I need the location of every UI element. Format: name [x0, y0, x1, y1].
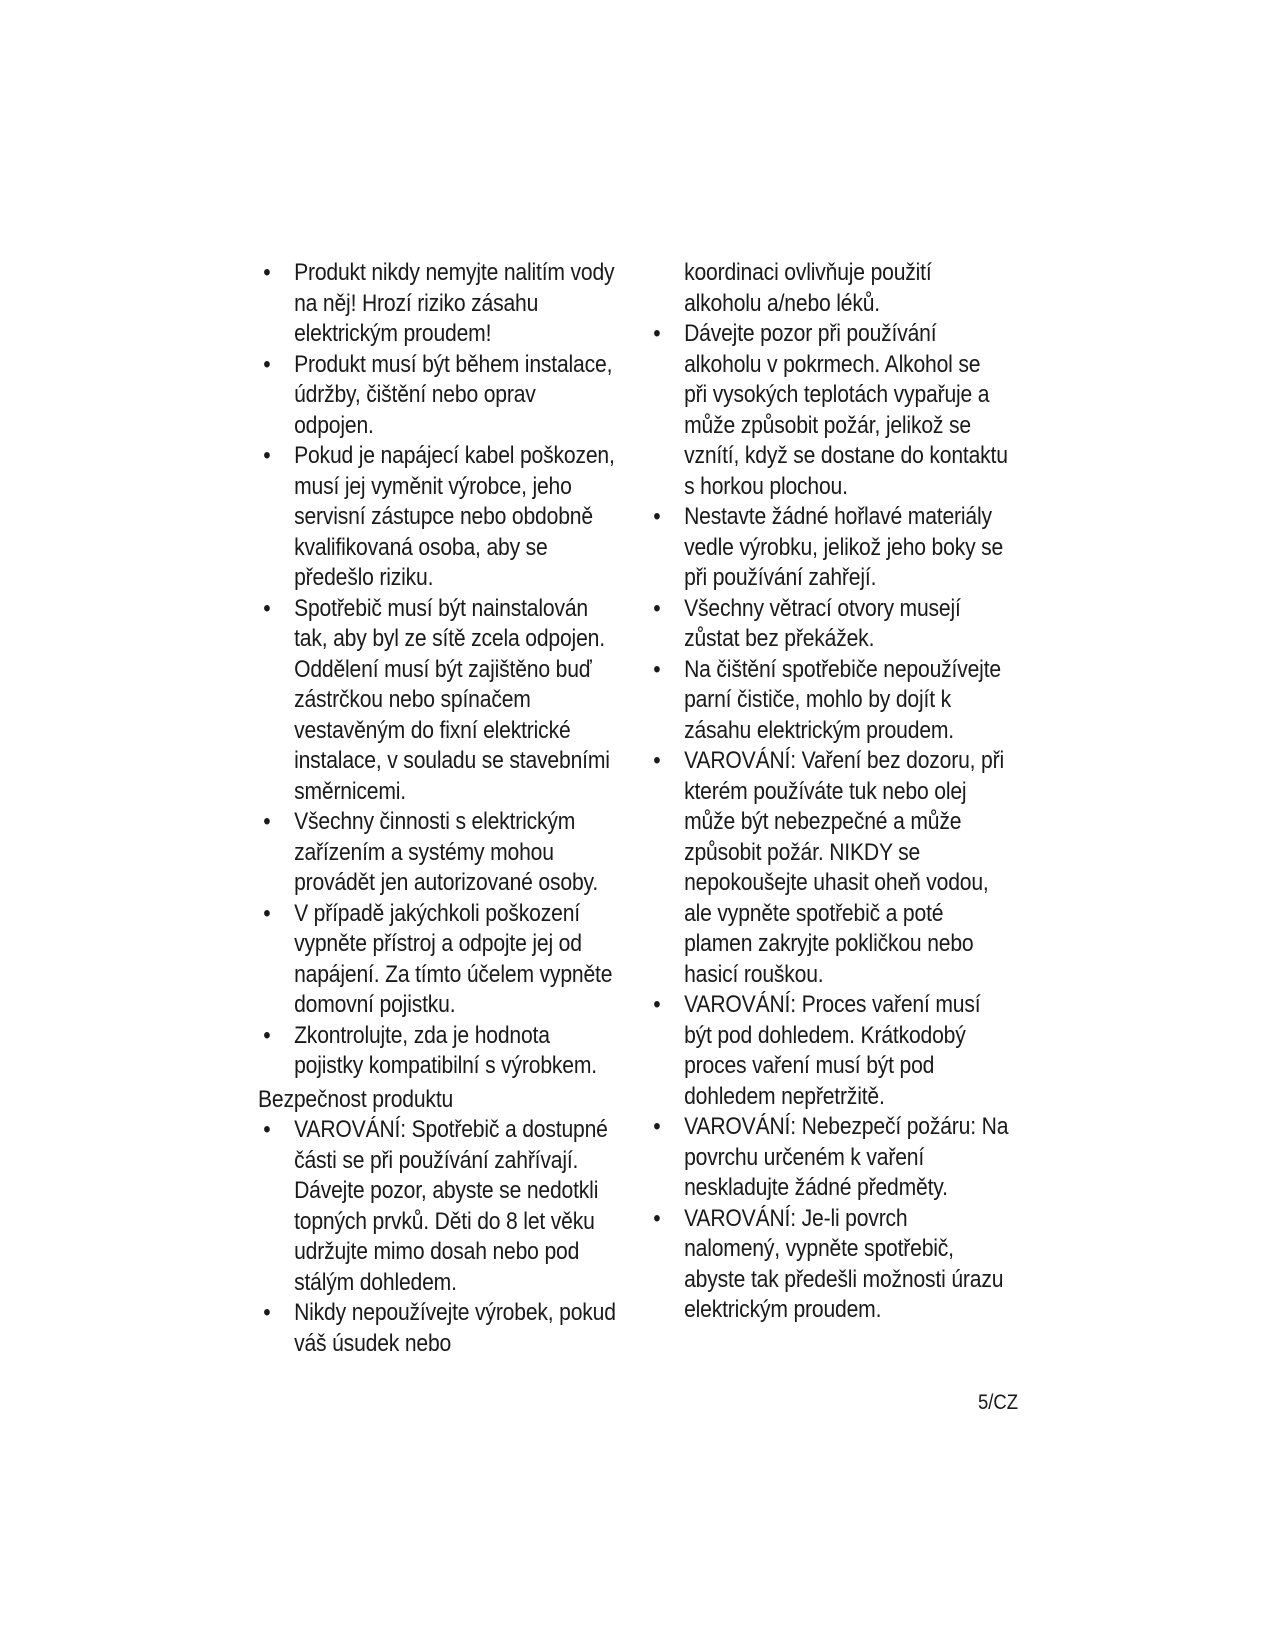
safety-list-continued [648, 319, 1009, 1326]
list-item-text: V případě jakýchkoli poškození vypněte přístroj a odpojte jej od napájení. Za tímto účelem vypněte domovní pojistku. [294, 899, 613, 1018]
list-item [258, 350, 619, 442]
list-item [258, 1298, 619, 1359]
list-item [258, 807, 619, 899]
bullet-icon: • [263, 899, 271, 927]
list-item [648, 319, 1009, 502]
list-item-text: Pokud je napájecí kabel poškozen, musí jej vyměnit výrobce, jeho servisní zástupce nebo obdobně kvalifikovaná osoba, aby se předešlo riziku. [294, 442, 615, 591]
list-item-text: Všechny činnosti s elektrickým zařízením a systémy mohou provádět jen autorizované osoby. [294, 808, 599, 896]
list-item [648, 502, 1009, 594]
right-column [648, 258, 1009, 1326]
bullet-icon: • [263, 259, 271, 286]
bullet-icon: • [653, 991, 661, 1018]
list-item [648, 655, 1009, 747]
list-item [258, 594, 619, 808]
bullet-icon: • [653, 320, 661, 347]
list-item-text: VAROVÁNÍ: Proces vaření musí být pod dohledem. Krátkodobý proces vaření musí být pod dohledem nepřetržitě. [684, 991, 981, 1110]
list-item-text: Na čištění spotřebiče nepoužívejte parní čističe, mohlo by dojít k zásahu elektrickým proudem. [684, 655, 1001, 744]
list-item-text: VAROVÁNÍ: Spotřebič a dostupné části se při používání zahřívají. Dávejte pozor, abyste se nedotkli topných prvků. Děti do 8 let věku udržujte mimo dosah nebo pod stálým dohledem. [294, 1116, 608, 1296]
bullet-icon: • [653, 1204, 661, 1232]
safety-list-electrical [258, 258, 619, 1082]
bullet-icon: • [263, 1021, 271, 1049]
safety-list-product [258, 1115, 619, 1359]
bullet-icon: • [653, 594, 661, 622]
list-item-text: VAROVÁNÍ: Vaření bez dozoru, při kterém používáte tuk nebo olej může být nebezpečné a může způsobit požár. NIKDY se nepokoušejte uhasit oheň vodou, ale vypněte spotřebič a poté plamen zakryjte pokličkou nebo hasicí rouškou. [684, 747, 1005, 988]
list-item-text: Dávejte pozor při používání alkoholu v pokrmech. Alkohol se při vysokých teplotách vypařuje a může způsobit požár, jelikož se vznítí, když se dostane do kontaktu s horkou plochou. [684, 320, 1008, 500]
bullet-icon: • [263, 442, 271, 469]
left-column [258, 258, 619, 1359]
list-item [258, 1115, 619, 1298]
bullet-icon: • [653, 747, 661, 774]
list-item-text: Produkt nikdy nemyjte nalitím vody na něj! Hrozí riziko zásahu elektrickým proudem! [294, 259, 615, 347]
list-item [258, 899, 619, 1021]
page-number: 5/CZ [978, 1391, 1019, 1414]
list-item [258, 441, 619, 594]
list-item-text: Produkt musí být během instalace, údržby, čištění nebo oprav odpojen. [294, 350, 613, 439]
list-item [648, 1112, 1009, 1204]
list-item [648, 990, 1009, 1112]
bullet-icon: • [263, 808, 271, 835]
bullet-icon: • [653, 655, 661, 683]
list-item [648, 594, 1009, 655]
list-item-text: Nikdy nepoužívejte výrobek, pokud váš úsudek nebo [294, 1299, 616, 1357]
list-item-text: Spotřebič musí být nainstalován tak, aby byl ze sítě zcela odpojen. Oddělení musí být zajištěno buď zástrčkou nebo spínačem vestavěným do fixní elektrické instalace, v souladu se stavebními směrnicemi. [294, 594, 610, 805]
bullet-icon: • [653, 503, 661, 530]
list-item [648, 1204, 1009, 1326]
list-item [258, 1021, 619, 1082]
bullet-icon: • [653, 1113, 661, 1140]
bullet-icon: • [263, 1116, 271, 1143]
list-item [258, 258, 619, 350]
bullet-icon: • [263, 350, 271, 378]
list-item-text: Všechny větrací otvory musejí zůstat bez překážek. [684, 594, 961, 652]
list-item-text: VAROVÁNÍ: Je-li povrch nalomený, vypněte spotřebič, abyste tak předešli možnosti úrazu elektrickým proudem. [684, 1204, 1004, 1323]
list-item-text: VAROVÁNÍ: Nebezpečí požáru: Na povrchu určeném k vaření neskladujte žádné předměty. [684, 1113, 1009, 1201]
list-item-text: Zkontrolujte, zda je hodnota pojistky kompatibilní s výrobkem. [294, 1021, 597, 1079]
bullet-icon: • [263, 594, 271, 622]
bullet-icon: • [263, 1299, 271, 1326]
list-item [648, 746, 1009, 990]
list-item-text: Nestavte žádné hořlavé materiály vedle výrobku, jelikož jeho boky se při používání zahřejí. [684, 503, 1004, 591]
continued-text: koordinaci ovlivňuje použití alkoholu a/nebo léků. [684, 259, 932, 317]
section-heading: Bezpečnost produktu [258, 1085, 454, 1113]
